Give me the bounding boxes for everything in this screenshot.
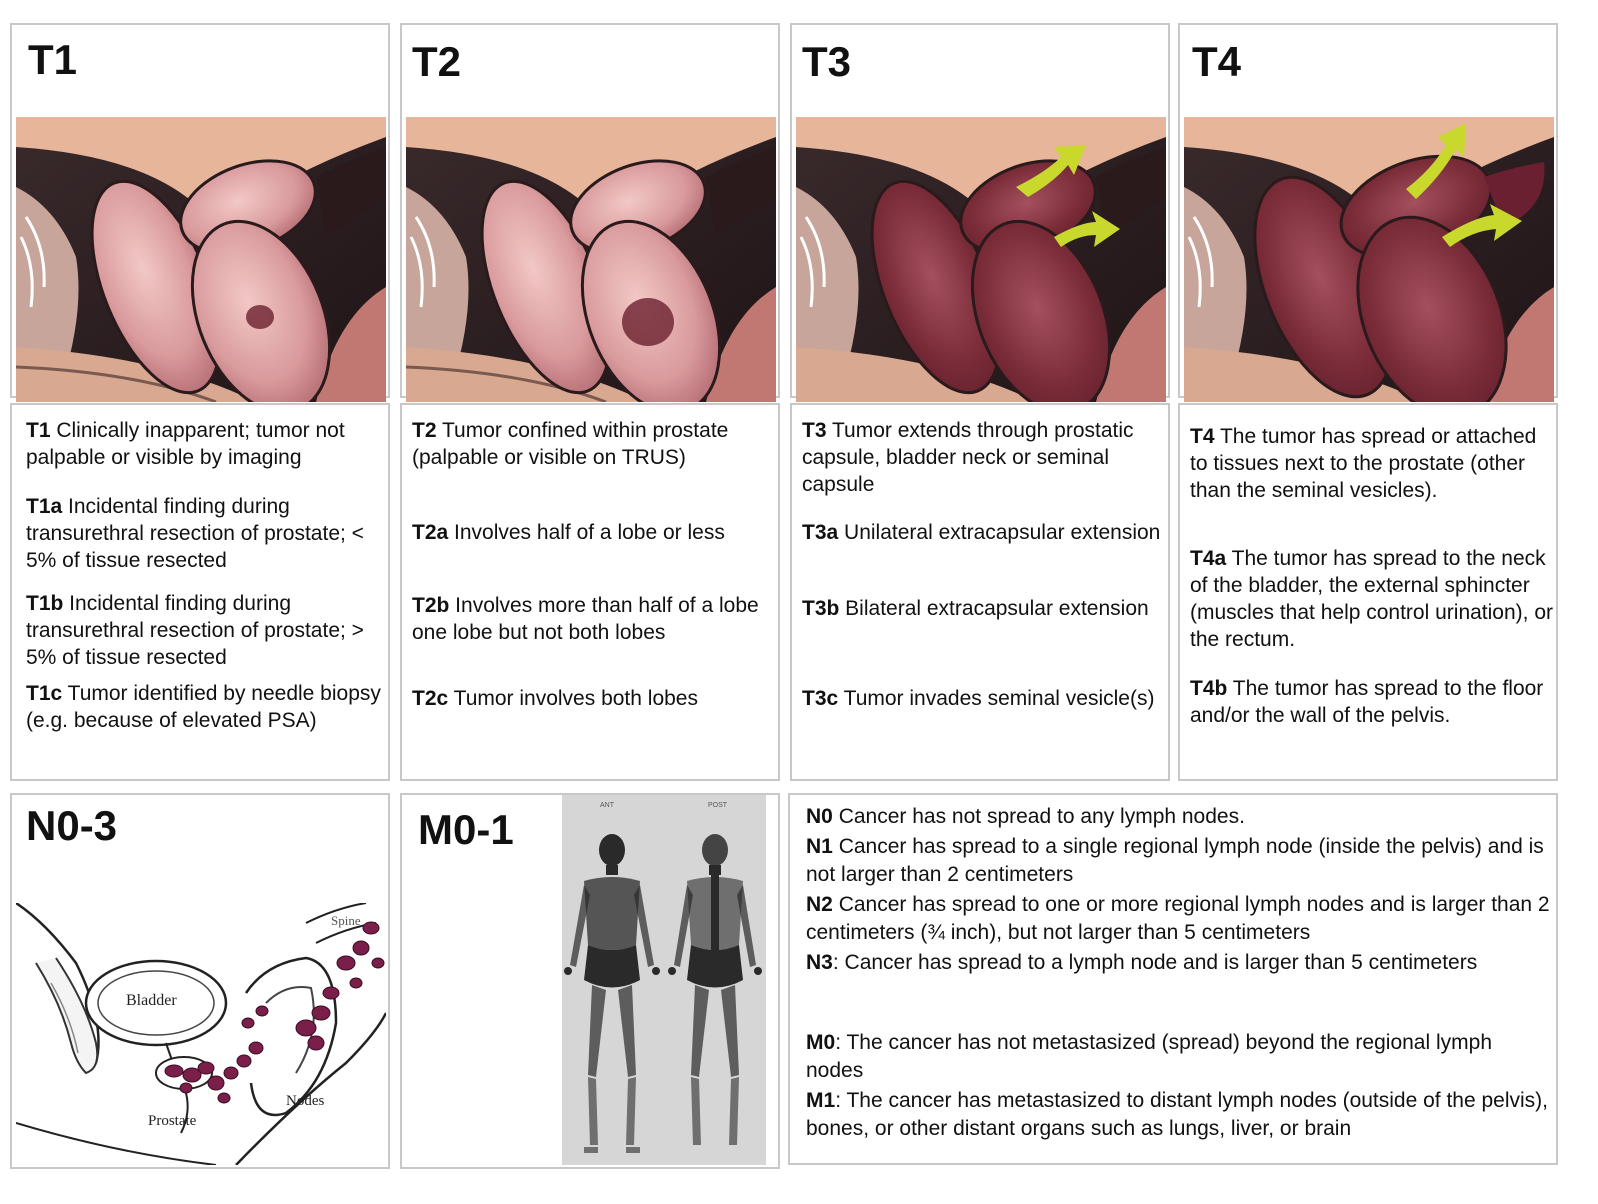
- n-code: N0: [806, 805, 833, 828]
- m-text: : The cancer has metastasized to distant lymph nodes (outside of the pelvis), bones, or other distant organs such as lungs, liver, or brain: [806, 1089, 1549, 1140]
- n-text: Cancer has not spread to any lymph nodes.: [832, 805, 1245, 828]
- stage-code: T2a: [412, 521, 449, 544]
- stage-text: Tumor involves both lobes: [448, 687, 698, 710]
- nodes-label: Nodes: [286, 1093, 325, 1109]
- stage-text: The tumor has spread to the neck of the bladder, the external sphincter (muscles that help control urination), or the rectum.: [1190, 547, 1553, 651]
- n-code: N1: [806, 835, 833, 858]
- n-definitions-list: [806, 803, 1554, 977]
- t3a-entry: [802, 519, 1170, 546]
- stage-code: T4: [1190, 425, 1215, 448]
- t2b-entry: [412, 592, 776, 646]
- stage-code: T2c: [412, 687, 449, 710]
- t4-title: T4: [1192, 38, 1242, 85]
- t3b-entry: [802, 595, 1170, 622]
- t1-description-box: [10, 403, 390, 781]
- stage-text: Involves half of a lobe or less: [448, 521, 725, 544]
- t2a-entry: [412, 519, 776, 546]
- t4a-entry: [1190, 545, 1556, 653]
- stage-text: Incidental finding during transurethral resection of prostate; < 5% of tissue resected: [26, 495, 364, 572]
- stage-code: T3b: [802, 597, 840, 620]
- stage-code: T1a: [26, 495, 63, 518]
- stage-text: Incidental finding during transurethral resection of prostate; > 5% of tissue resected: [26, 592, 364, 669]
- n-stage-title: N0-3: [26, 802, 118, 849]
- t1-panel: [10, 23, 390, 398]
- bladder-label: Bladder: [126, 992, 177, 1009]
- m-stage-panel: [400, 793, 780, 1169]
- t1a-entry: [26, 493, 386, 574]
- t2-title: T2: [412, 38, 462, 85]
- stage-text: Clinically inapparent; tumor not palpable or visible by imaging: [26, 419, 345, 469]
- stage-text: Involves more than half of a lobe one lobe but not both lobes: [412, 594, 759, 644]
- t2c-entry: [412, 685, 776, 712]
- m-definitions-list: [806, 1029, 1554, 1143]
- n0-definition: [806, 803, 1554, 831]
- t3-title: T3: [802, 38, 852, 85]
- stage-code: T2: [412, 419, 437, 442]
- m1-definition: [806, 1087, 1554, 1143]
- m-text: : The cancer has not metastasized (spread) beyond the regional lymph nodes: [806, 1031, 1493, 1082]
- t3c-entry: [802, 685, 1170, 712]
- m-code: M1: [806, 1089, 836, 1112]
- stage-code: T4a: [1190, 547, 1227, 570]
- t3-description-box: [790, 403, 1170, 781]
- m0-definition: [806, 1029, 1554, 1085]
- bone-scan-posterior-label: POST: [708, 802, 728, 809]
- n-text: : Cancer has spread to a lymph node and is larger than 5 centimeters: [832, 951, 1478, 974]
- t1-entry: [26, 417, 386, 471]
- bone-scan-image: [562, 795, 766, 1165]
- n-stage-panel: [10, 793, 390, 1169]
- stage-text: Tumor invades seminal vesicle(s): [838, 687, 1155, 710]
- t2-panel: [400, 23, 780, 398]
- spine-label: Spine: [331, 913, 361, 928]
- t4-panel: [1178, 23, 1558, 398]
- t4-entry: [1190, 423, 1556, 504]
- n1-definition: [806, 833, 1554, 889]
- n-text: Cancer has spread to a single regional lymph node (inside the pelvis) and is not larger than 2 centimeters: [806, 835, 1544, 886]
- stage-code: T1c: [26, 682, 63, 705]
- t3-prostate-illustration: [796, 117, 1166, 402]
- stage-text: Tumor identified by needle biopsy (e.g. because of elevated PSA): [26, 682, 381, 732]
- t4b-entry: [1190, 675, 1556, 729]
- stage-text: Bilateral extracapsular extension: [839, 597, 1149, 620]
- t1c-entry: [26, 680, 386, 734]
- t1-title: T1: [28, 36, 78, 83]
- stage-code: T1: [26, 419, 51, 442]
- lymph-node-diagram: [16, 903, 386, 1165]
- stage-text: The tumor has spread or attached to tissues next to the prostate (other than the seminal vesicles).: [1190, 425, 1537, 502]
- n3-definition: [806, 949, 1554, 977]
- stage-code: T3c: [802, 687, 839, 710]
- stage-code: T3a: [802, 521, 839, 544]
- stage-code: T4b: [1190, 677, 1228, 700]
- prostate-label: Prostate: [148, 1113, 197, 1129]
- t1-prostate-illustration: [16, 117, 386, 402]
- stage-code: T3: [802, 419, 827, 442]
- bone-scan-anterior-label: ANT: [600, 802, 614, 809]
- n-text: Cancer has spread to one or more regional lymph nodes and is larger than 2 centimeters (¾ inch), but not larger than 5 centimeters: [806, 893, 1550, 944]
- n-code: N2: [806, 893, 833, 916]
- t3-panel: [790, 23, 1170, 398]
- stage-text: Tumor extends through prostatic capsule, bladder neck or seminal capsule: [802, 419, 1134, 496]
- n-m-definitions-box: [788, 793, 1558, 1165]
- stage-code: T1b: [26, 592, 64, 615]
- t3-entry: [802, 417, 1170, 498]
- t4-prostate-illustration: [1184, 117, 1554, 402]
- stage-text: The tumor has spread to the floor and/or the wall of the pelvis.: [1190, 677, 1544, 727]
- t1b-entry: [26, 590, 386, 671]
- t2-description-box: [400, 403, 780, 781]
- t2-entry: [412, 417, 776, 471]
- n2-definition: [806, 891, 1554, 947]
- stage-text: Tumor confined within prostate (palpable or visible on TRUS): [412, 419, 729, 469]
- m-stage-title: M0-1: [418, 806, 514, 853]
- n-code: N3: [806, 951, 833, 974]
- m-code: M0: [806, 1031, 836, 1054]
- stage-text: Unilateral extracapsular extension: [838, 521, 1161, 544]
- t4-description-box: [1178, 403, 1558, 781]
- stage-code: T2b: [412, 594, 450, 617]
- t2-prostate-illustration: [406, 117, 776, 402]
